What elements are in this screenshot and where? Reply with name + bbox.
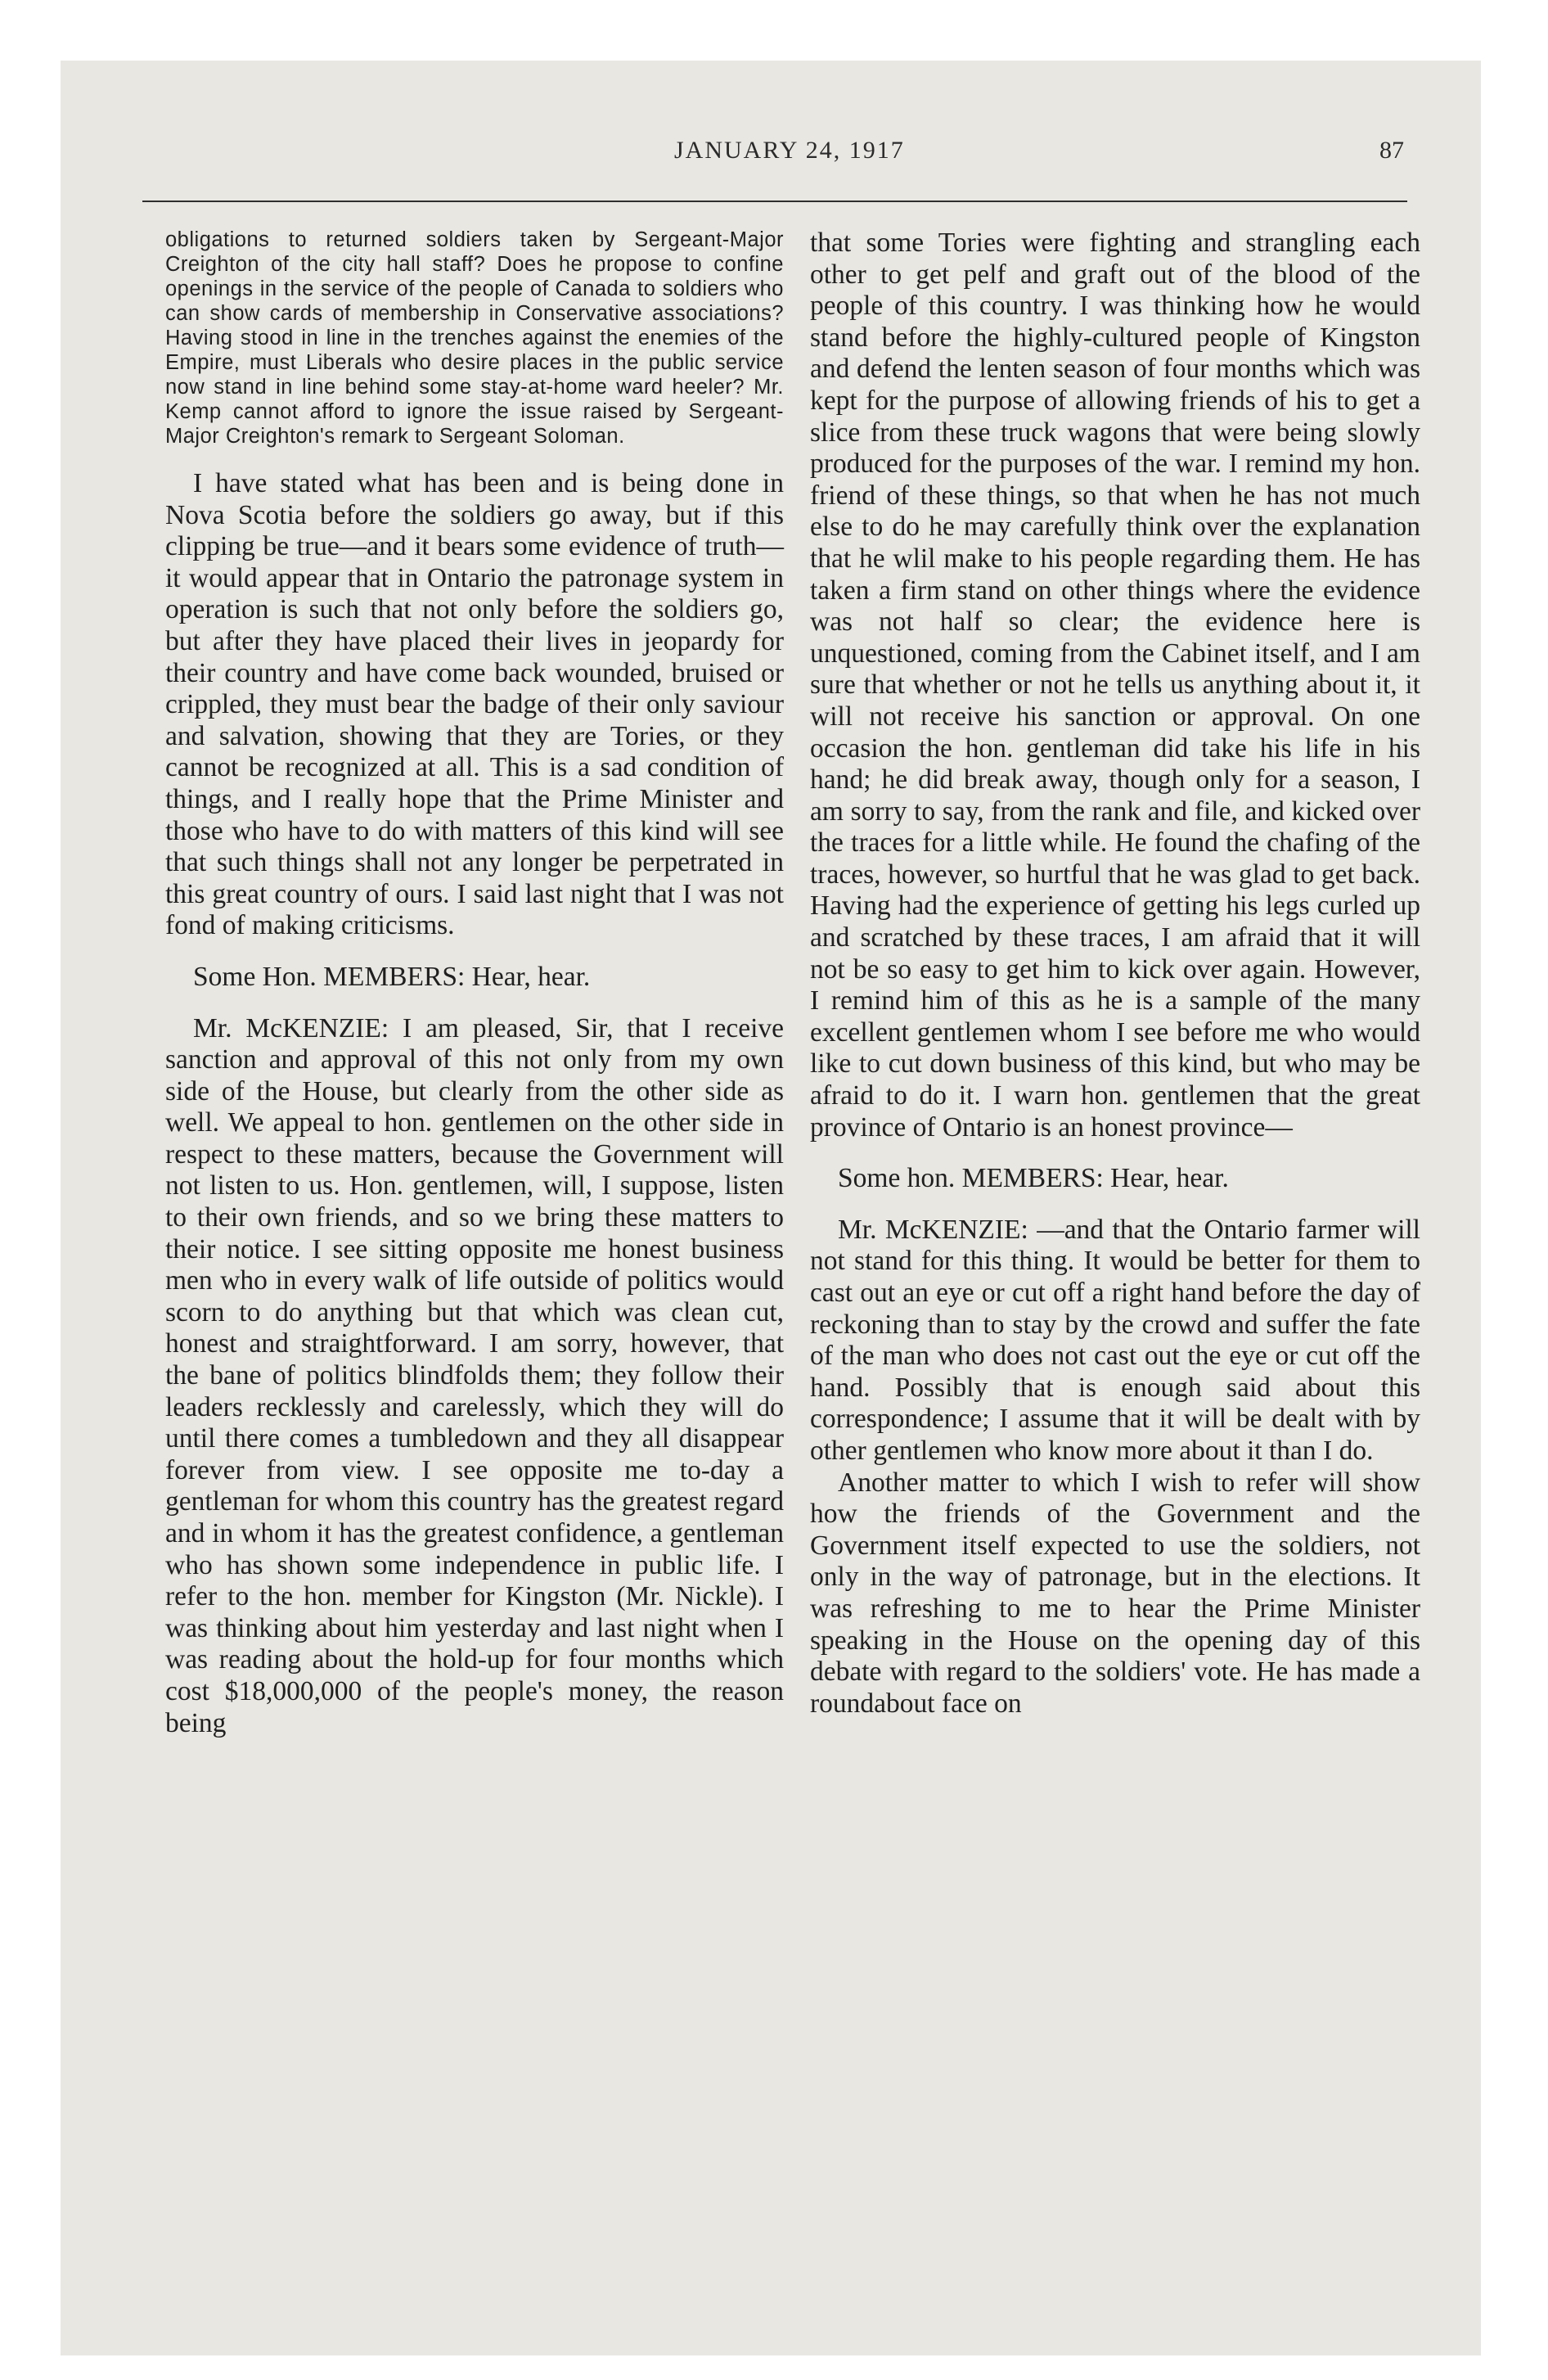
- paragraph: I have stated what has been and is being done in Nova Scotia before the soldiers go away, but if this clipping be true—and it bears some evidence of truth—it would appear that in Ontario the patronage system in operation is such that not only before the soldiers go, but after they have placed their lives in jeopardy for their country and have come back wounded, bruised or crippled, they must bear the badge of their only saviour and salvation, showing that they are Tories, or they cannot be recognized at all. This is a sad condition of things, and I really hope that the Prime Minister and those who have to do with matters of this kind will see that such things shall not any longer be perpetrated in this great country of ours. I said last night that I was not fond of making criticisms.: [165, 468, 784, 941]
- quoted-clipping: obligations to returned soldiers taken by Sergeant-Major Creighton of the city hall staff? Does he propose to confine openings in the service of the people of Canada to soldiers who can show cards of membership in Conservative associations? Having stood in line in the trenches against the enemies of the Empire, must Liberals who desire places in the public service now stand in line behind some stay-at-home ward heeler? Mr. Kemp cannot afford to ignore the issue raised by Sergeant-Major Creighton's remark to Sergeant Soloman.: [165, 228, 784, 448]
- page-number: 87: [1379, 137, 1404, 164]
- paragraph: that some Tories were fighting and strangling each other to get pelf and graft out of the blood of the people of this country. I was thinking how he would stand before the highly-cultured people of Kingston and defend the lenten season of four months which was kept for the purpose of allowing friends of his to get a slice from these truck wagons that were being slowly produced for the purposes of the war. I remind my hon. friend of these things, so that when he has not much else to do he may carefully think over the explanation that he wlil make to his people regarding them. He has taken a firm stand on other things where the evidence was not half so clear; the evidence here is unquestioned, coming from the Cabinet itself, and I am sure that whether or not he tells us anything about it, it will not receive his sanction or approval. On one occasion the hon. gentleman did take his life in his hand; he did break away, though only for a season, I am sorry to say, from the rank and file, and kicked over the traces for a little while. He found the chafing of the traces, however, so hurtful that he was glad to get back. Having had the experience of getting his legs curled up and scratched by these traces, I am afraid that it will not be so easy to get him to kick over again. However, I remind him of this as he is a sample of the many excellent gentlemen whom I see before me who would like to cut down business of this kind, but who may be afraid to do it. I warn hon. gentlemen that the great province of Ontario is an honest province—: [810, 228, 1420, 1143]
- page-header: [0, 78, 1548, 176]
- speech-paragraph: Mr. McKENZIE: I am pleased, Sir, that I receive sanction and approval of this not only from my own side of the House, but clearly from the other side as well. We appeal to hon. gentlemen on the other side in respect to these matters, because the Government will not listen to us. Hon. gentlemen, will, I suppose, listen to their own friends, and so we bring these matters to their notice. I see sitting opposite me honest business men who in every walk of life outside of politics would scorn to do anything but that which was clean cut, honest and straightforward. I am sorry, however, that the bane of politics blindfolds them; they follow their leaders recklessly and carelessly, which they will do until there comes a tumbledown and they all disappear forever from view. I see opposite me to-day a gentleman for whom this country has the greatest regard and in whom it has the greatest confidence, a gentleman who has shown some independence in public life. I refer to the hon. member for Kingston (Mr. Nickle). I was thinking about him yesterday and last night when I was reading about the hold-up for four months which cost $18,000,000 of the people's money, the reason being: [165, 1012, 784, 1738]
- interjection: Some hon. MEMBERS: Hear, hear.: [838, 1163, 1229, 1194]
- running-head: JANUARY 24, 1917: [674, 137, 905, 164]
- right-column: [810, 228, 1420, 1720]
- interjection: Some Hon. MEMBERS: Hear, hear.: [193, 961, 591, 992]
- speech-paragraph: Mr. McKENZIE: —and that the Ontario farmer will not stand for this thing. It would be better for them to cast out an eye or cut off a right hand before the day of reckoning than to stay by the crowd and suffer the fate of the man who does not cast out the eye or cut off the hand. Possibly that is enough said about this correspondence; I assume that it will be dealt with by other gentlemen who know more about it than I do.: [810, 1214, 1420, 1466]
- header-rule: [142, 201, 1407, 202]
- paragraph: Another matter to which I wish to refer will show how the friends of the Government and the Government itself expected to use the soldiers, not only in the way of patronage, but in the elections. It was refreshing to me to hear the Prime Minister speaking in the House on the opening day of this debate with regard to the soldiers' vote. He has made a roundabout face on: [810, 1467, 1420, 1719]
- left-column: [165, 228, 784, 1739]
